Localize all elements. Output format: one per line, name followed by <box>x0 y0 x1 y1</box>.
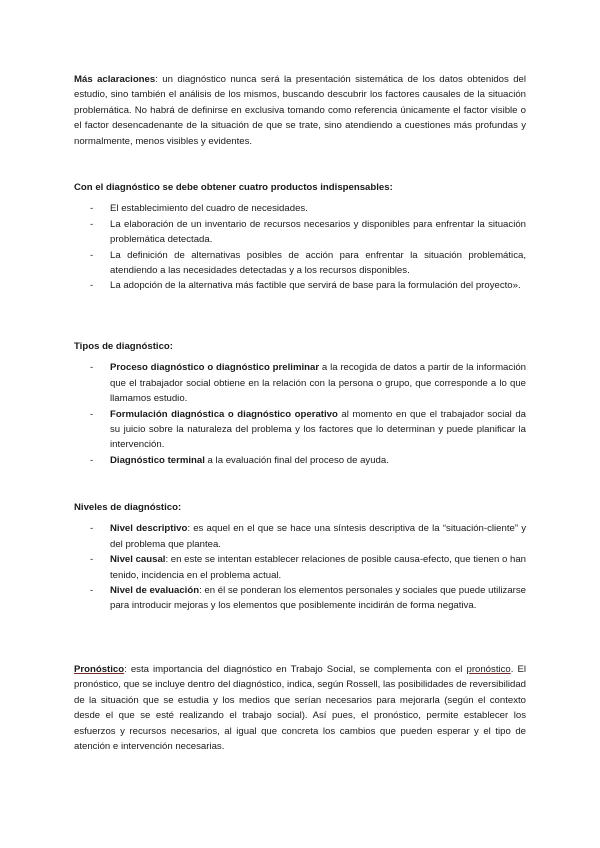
list-item <box>74 552 526 583</box>
pronostico-paragraph <box>74 662 526 754</box>
pronostico-text-a: : esta importancia del diagnóstico en Trabajo Social, se complementa con el <box>124 664 467 675</box>
tipos-list <box>74 360 526 468</box>
list-item-label: Proceso diagnóstico o diagnóstico preliminar <box>110 362 320 374</box>
bullet-dash: - <box>90 203 94 215</box>
list-item-text: La adopción de la alternativa más factible que servirá de base para la formulación del proyecto». <box>110 280 521 292</box>
bullet-dash: - <box>90 280 94 292</box>
productos-heading: Con el diagnóstico se debe obtener cuatro productos indispensables: <box>74 182 393 193</box>
list-item-text: : en él se ponderan los elementos personales y sociales que puede utilizarse para introducir mejoras y los elementos que posiblemente incidirán de forma negativa. <box>110 585 526 612</box>
bullet-dash: - <box>90 454 94 466</box>
list-item <box>74 217 526 248</box>
list-item-label: Diagnóstico terminal <box>110 454 205 466</box>
list-item <box>74 453 526 468</box>
bullet-dash: - <box>90 408 94 420</box>
bullet-dash: - <box>90 554 94 566</box>
list-item <box>74 407 526 453</box>
niveles-section <box>74 500 526 614</box>
bullet-dash: - <box>90 362 94 374</box>
aclaraciones-paragraph <box>74 72 526 149</box>
list-item-label: Nivel causal <box>110 554 166 566</box>
list-item <box>74 583 526 614</box>
aclaraciones-text: : un diagnóstico nunca será la presentación sistemática de los datos obtenidos del estudio, sino también el análisis de los mismos, buscando descubrir los factores causales de la situación problemática. No habrá de definirse en exclusiva tomando como referencia únicamente el factor visible o el factor desencadenante de la situación de que se trate, sino atendiendo a cuestiones más profundas y normalmente, menos visibles y evidentes. <box>74 74 527 147</box>
list-item-text: : es aquel en el que se hace una síntesis descriptiva de la “situación-cliente” y del problema que plantea. <box>110 523 527 550</box>
bullet-dash: - <box>90 249 94 261</box>
list-item-label: Nivel de evaluación <box>110 585 200 597</box>
list-item-text: : en este se intentan establecer relaciones de posible causa-efecto, que tienen o han tenido, incidencia en el problema actual. <box>110 554 527 581</box>
tipos-section <box>74 339 526 468</box>
pronostico-section <box>74 662 526 754</box>
bullet-dash: - <box>90 585 94 597</box>
list-item <box>74 248 526 279</box>
list-item <box>74 521 526 552</box>
bullet-dash: - <box>90 523 94 535</box>
list-item-text: a la recogida de datos a partir de la información que el trabajador social obtiene en la relación con la persona o grupo, que corresponde a lo que llamamos estudio. <box>110 362 526 405</box>
list-item-text: a la evaluación final del proceso de ayuda. <box>204 454 389 466</box>
bullet-dash: - <box>90 218 94 230</box>
pronostico-label: Pronóstico <box>74 664 125 675</box>
productos-list <box>74 201 526 293</box>
niveles-heading: Niveles de diagnóstico: <box>74 502 182 513</box>
list-item-label: Nivel descriptivo <box>110 523 188 535</box>
list-item-text: El establecimiento del cuadro de necesidades. <box>110 203 308 215</box>
tipos-heading: Tipos de diagnóstico: <box>74 341 173 352</box>
list-item-text: al momento en que el trabajador social da su juicio sobre la naturaleza del problema y los factores que lo determinan y puede planificar la intervención. <box>110 408 527 451</box>
list-item-label: Formulación diagnóstica o diagnóstico operativo <box>110 408 338 420</box>
list-item <box>74 201 526 216</box>
aclaraciones-label: Más aclaraciones <box>74 74 156 85</box>
niveles-list <box>74 521 526 613</box>
list-item-text: La definición de alternativas posibles de acción para enfrentar la situación problemática, atendiendo a las necesidades detectadas y a los recursos disponibles. <box>110 249 526 277</box>
list-item-text: La elaboración de un inventario de recursos necesarios y disponibles para enfrentar la situación problemática detectada. <box>110 218 526 246</box>
aclaraciones-section <box>74 72 526 149</box>
list-item <box>74 278 526 293</box>
pronostico-link[interactable]: pronóstico <box>466 664 511 675</box>
pronostico-text-b: . El pronóstico, que se incluye dentro del diagnóstico, indica, según Rossell, las posibilidades de reversibilidad de la situación que se estudia y los medios que serían necesarios para mejorarla (según el contexto desde el que se esté realizando el trabajo social). Así pues, el pronóstico, permite establecer los esfuerzos y recursos necesarios, al igual que concreta los cambios que pueden esperar y el tipo de atención e intervención necesarias. <box>74 664 526 753</box>
productos-section <box>74 180 526 294</box>
list-item <box>74 360 526 406</box>
